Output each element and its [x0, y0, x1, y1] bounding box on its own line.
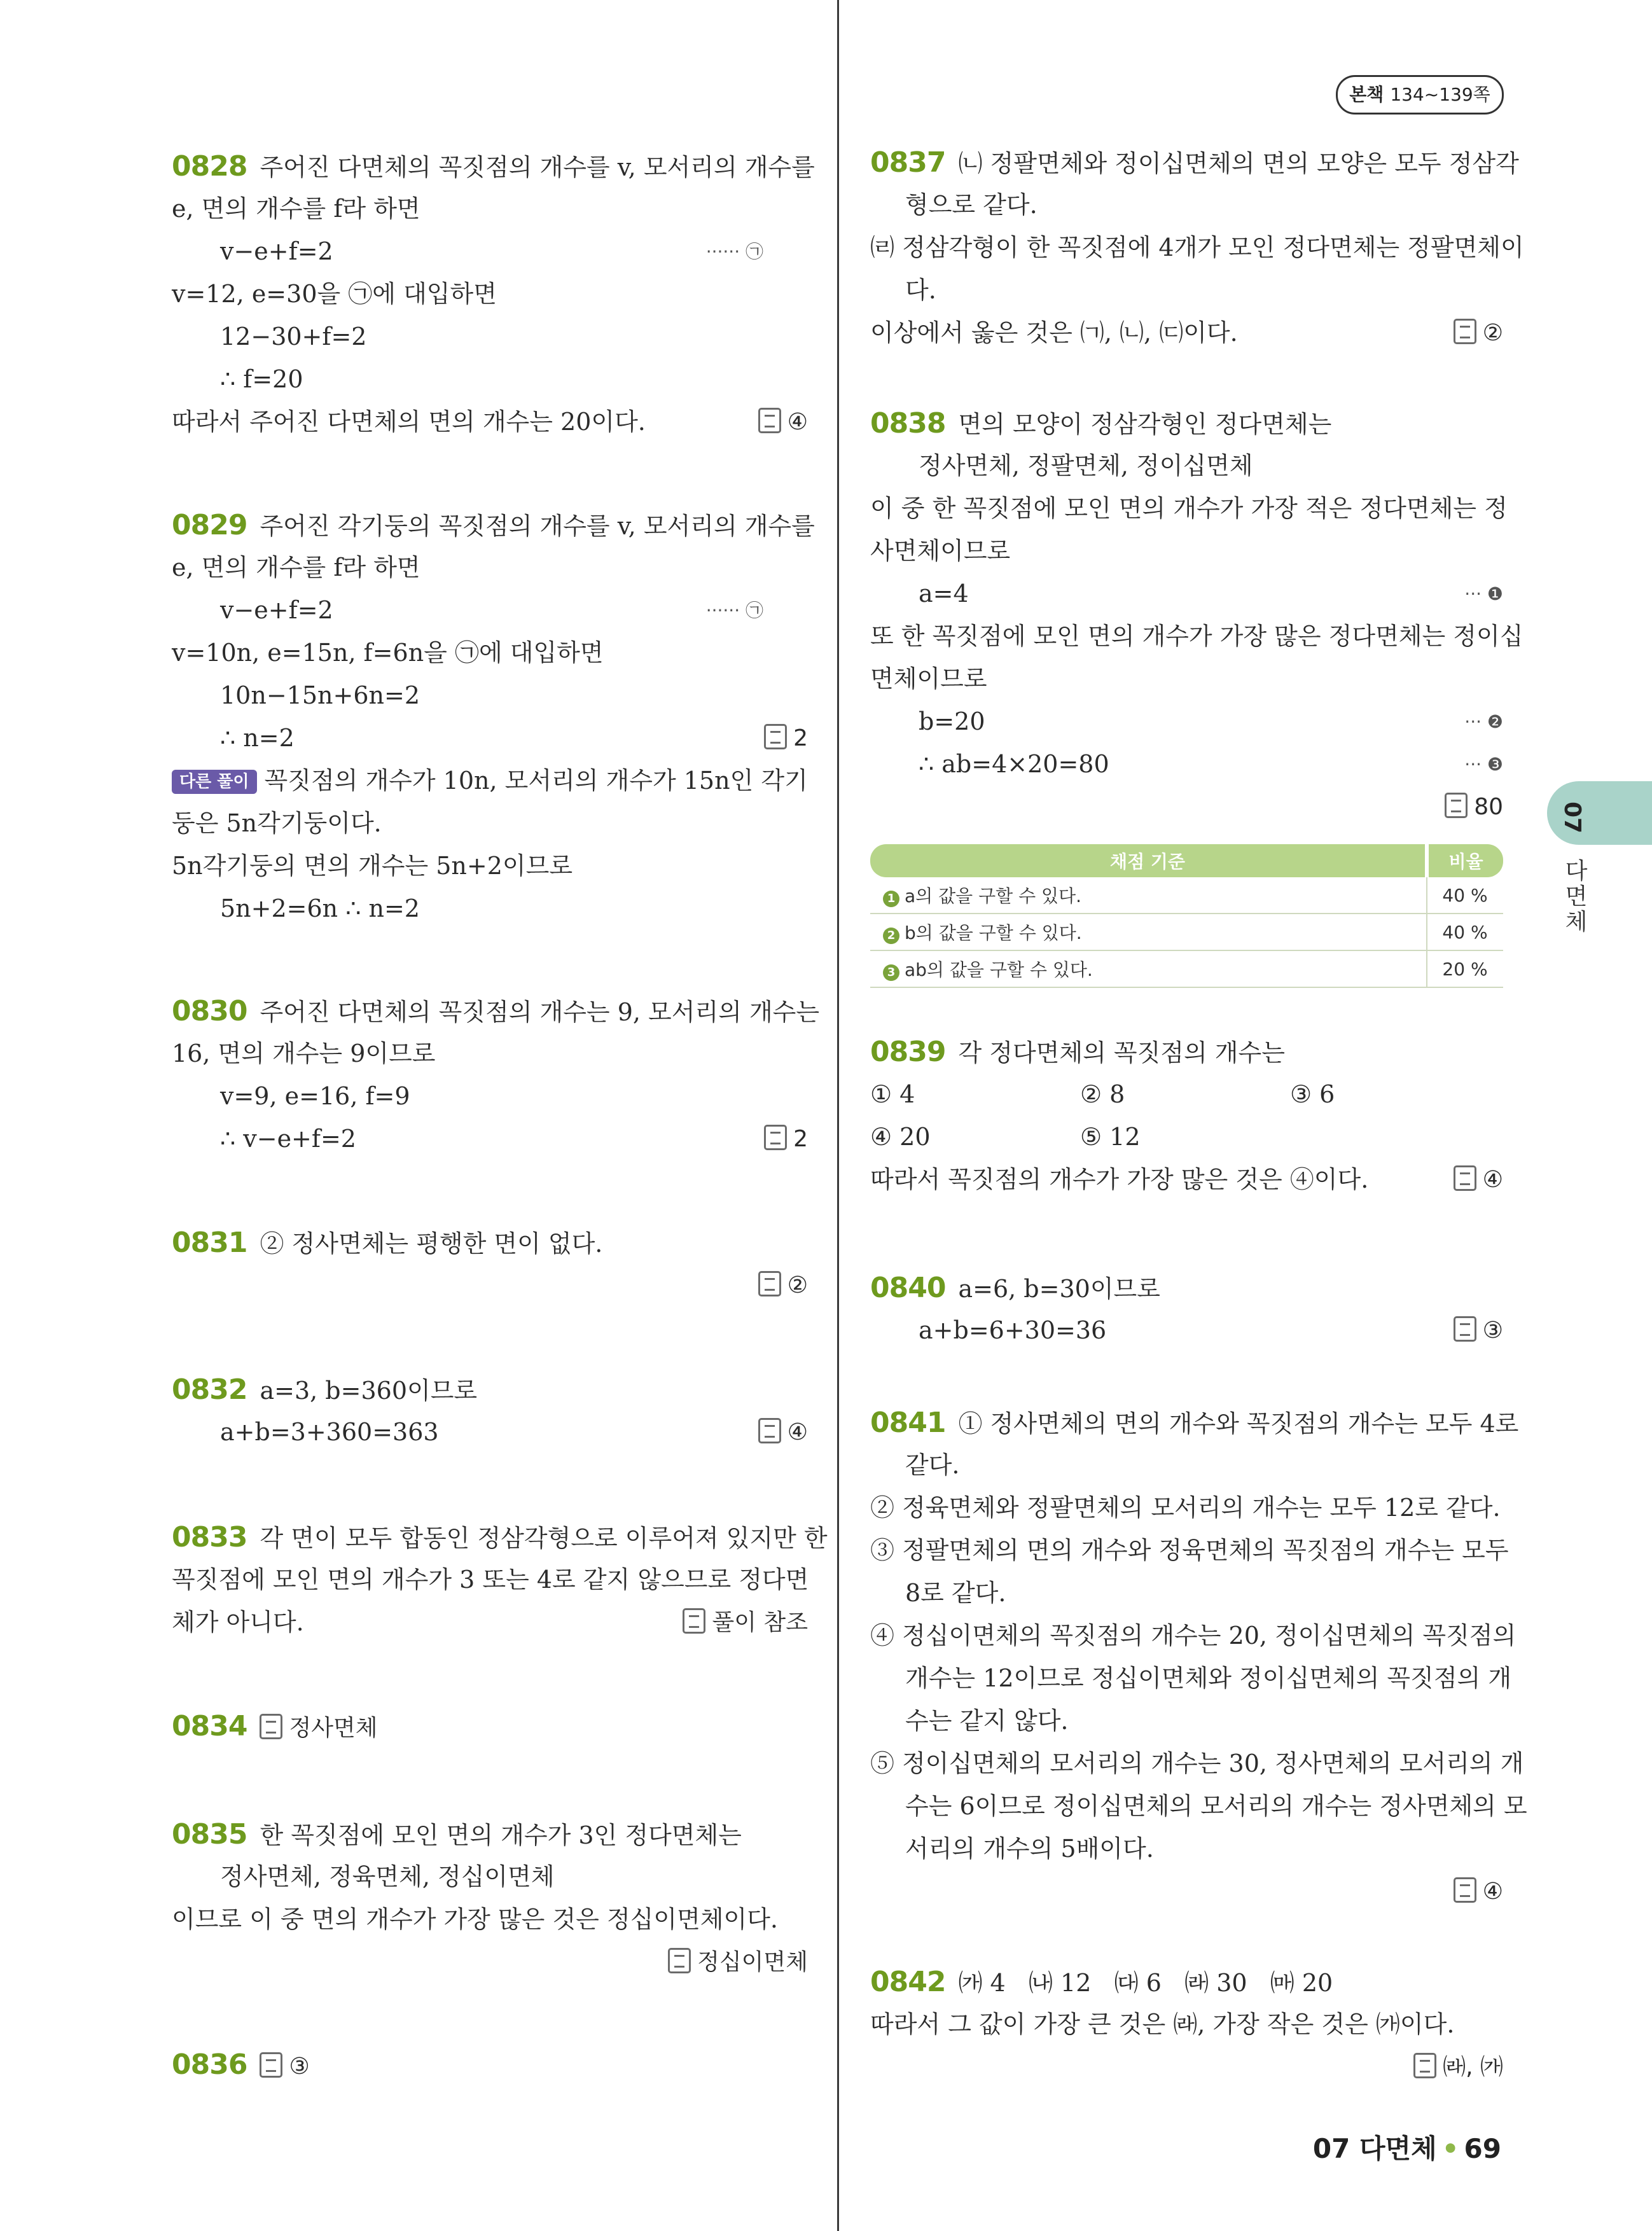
answer-icon: [1454, 319, 1476, 344]
solution-text: 5n각기둥의 면의 개수는 5n+2이므로: [172, 852, 573, 880]
answer: [1454, 1870, 1503, 1913]
answer: [1454, 1158, 1503, 1201]
answer-value: ④: [1482, 1167, 1503, 1193]
solution-text: 각 정다면체의 꼭짓점의 개수는: [958, 1039, 1285, 1067]
answer: [1445, 786, 1503, 828]
problem-0841: [870, 1401, 1527, 1913]
solution-text: 꼭짓점의 개수가 10n, 모서리의 개수가 15n인 각기: [264, 767, 808, 795]
problem-number: 0837: [870, 146, 946, 179]
answer-icon: [764, 1125, 787, 1150]
solution-text: 따라서 그 값이 가장 큰 것은 ㈑, 가장 작은 것은 ㈎이다.: [870, 2010, 1455, 2038]
solution-text: 정사면체, 정팔면체, 정이십면체: [919, 452, 1253, 480]
step-marker-2: ··· ❷: [1464, 711, 1503, 732]
equation: ∴ f=20: [220, 365, 303, 393]
answer-icon: [1454, 1877, 1476, 1903]
ratio-cell: 40 %: [1427, 877, 1503, 914]
scoring-header-ratio: 비율: [1427, 844, 1503, 877]
equation: 10n−15n+6n=2: [220, 681, 420, 709]
solution-text: ② 정육면체와 정팔면체의 모서리의 개수는 모두 12로 같다.: [870, 1494, 1501, 1522]
table-row: [870, 877, 1503, 914]
answer-icon: [1413, 2053, 1436, 2078]
answer: [758, 1264, 808, 1307]
problem-0838: [870, 402, 1524, 828]
solution-text: 16, 면의 개수는 9이므로: [172, 1039, 436, 1067]
problem-number: 0839: [870, 1036, 946, 1068]
equation: ∴ ab=4×20=80: [919, 750, 1109, 778]
solution-text: 주어진 다면체의 꼭짓점의 개수는 9, 모서리의 개수는: [260, 998, 820, 1026]
problem-0835: [172, 1813, 808, 1984]
answer-value: 2: [793, 725, 808, 751]
problem-0828: [172, 145, 815, 443]
answer-value: 정십이면체: [697, 1949, 808, 1975]
solution-text: 따라서 꼭짓점의 개수가 가장 많은 것은 ④이다.: [870, 1165, 1369, 1193]
solution-text: 주어진 다면체의 꼭짓점의 개수를 v, 모서리의 개수를: [260, 153, 815, 181]
solution-text: 8로 같다.: [905, 1579, 1006, 1607]
answer: [260, 1715, 377, 1741]
table-row: [870, 950, 1503, 987]
answer: [1413, 2046, 1503, 2089]
ratio-cell: 20 %: [1427, 950, 1503, 987]
solution-text: 각 면이 모두 합동인 정삼각형으로 이루어져 있지만 한: [260, 1524, 828, 1552]
problem-0833: [172, 1516, 828, 1644]
answer: [260, 2054, 309, 2080]
equation: b=20: [919, 707, 985, 735]
answer-value: 풀이 참조: [712, 1609, 808, 1636]
answer: [1454, 1309, 1503, 1352]
answer-icon: [260, 2052, 282, 2078]
solution-text: ③ 정팔면체의 면의 개수와 정육면체의 꼭짓점의 개수는 모두: [870, 1536, 1509, 1564]
solution-text: ② 정사면체는 평행한 면이 없다.: [260, 1230, 603, 1258]
problem-0831: [172, 1221, 808, 1307]
solution-text: 정사면체, 정육면체, 정십이면체: [220, 1863, 555, 1891]
answer-icon: [764, 724, 787, 749]
solution-text: 한 꼭짓점에 모인 면의 개수가 3인 정다면체는: [260, 1821, 742, 1849]
chapter-tab-number: 07: [1559, 802, 1585, 834]
solution-text: ① 정사면체의 면의 개수와 꼭짓점의 개수는 모두 4로: [958, 1410, 1519, 1438]
equation-marker: ······ ㉠: [705, 600, 763, 621]
equation: a+b=6+30=36: [919, 1316, 1107, 1344]
footer-separator: •: [1441, 2133, 1459, 2164]
answer-value: 정사면체: [289, 1715, 378, 1741]
equation: v=9, e=16, f=9: [220, 1082, 410, 1110]
solution-text: 이므로 이 중 면의 개수가 가장 많은 것은 정십이면체이다.: [172, 1905, 778, 1933]
step-number-badge: 1: [883, 891, 899, 907]
answer-icon: [1445, 793, 1468, 818]
option-2: ② 8: [1080, 1080, 1125, 1108]
equation: ∴ v−e+f=2: [220, 1125, 356, 1153]
answer-icon: [758, 1271, 781, 1296]
problem-0836: [172, 2043, 808, 2086]
solution-text: 둥은 5n각기둥이다.: [172, 809, 382, 837]
reference-label: 본책: [1349, 84, 1384, 105]
answer-icon: [1454, 1316, 1476, 1342]
problem-0842: [870, 1961, 1503, 2089]
answer-icon: [683, 1608, 705, 1634]
solution-text: 이 중 한 꼭짓점에 모인 면의 개수가 가장 적은 정다면체는 정: [870, 494, 1508, 522]
answer-value: ③: [289, 2054, 310, 2080]
problem-0840: [870, 1267, 1503, 1352]
page-footer: [1298, 2128, 1501, 2166]
chapter-tab-label: 다면체: [1565, 858, 1588, 935]
page-number: 69: [1464, 2133, 1501, 2164]
textbook-reference: [1336, 75, 1504, 115]
problem-number: 0832: [172, 1373, 247, 1406]
solution-text: 따라서 주어진 다면체의 면의 개수는 20이다.: [172, 408, 646, 436]
reference-pages: 134~139쪽: [1390, 84, 1490, 105]
solution-text: ㈁ 정팔면체와 정이십면체의 면의 모양은 모두 정삼각: [958, 149, 1519, 177]
footer-chapter: 07 다면체: [1312, 2133, 1437, 2164]
problem-number: 0838: [870, 407, 946, 440]
answer-value: 80: [1474, 794, 1503, 820]
answer-icon: [668, 1948, 691, 1973]
answer-value: ③: [1482, 1317, 1503, 1344]
criteria-text: ab의 값을 구할 수 있다.: [905, 959, 1093, 980]
solution-text: 주어진 각기둥의 꼭짓점의 개수를 v, 모서리의 개수를: [260, 512, 815, 540]
problem-number: 0828: [172, 150, 247, 183]
column-divider: [837, 0, 839, 2231]
solution-text: v=12, e=30을 ㉠에 대입하면: [172, 280, 497, 308]
alternative-solution-tag: 다른 풀이: [172, 770, 257, 794]
equation-marker: ······ ㉠: [705, 241, 763, 262]
solution-text: ④ 정십이면체의 꼭짓점의 개수는 20, 정이십면체의 꼭짓점의: [870, 1622, 1517, 1650]
solution-text: 수는 같지 않다.: [905, 1707, 1069, 1735]
option-5: ⑤ 12: [1080, 1123, 1141, 1151]
equation: 5n+2=6n ∴ n=2: [220, 894, 420, 922]
equation: a=4: [919, 580, 969, 608]
solution-text: 면의 모양이 정삼각형인 정다면체는: [958, 410, 1332, 438]
solution-text: e, 면의 개수를 f라 하면: [172, 195, 420, 223]
option-3: ③ 6: [1290, 1080, 1335, 1108]
solution-text: 수는 6이므로 정이십면체의 모서리의 개수는 정사면체의 모: [905, 1792, 1527, 1820]
answer: [764, 1118, 808, 1160]
problem-0829: [172, 504, 815, 930]
answer: [1454, 312, 1503, 354]
criteria-text: a의 값을 구할 수 있다.: [905, 886, 1082, 907]
problem-number: 0842: [870, 1966, 946, 1998]
equation: v−e+f=2: [220, 596, 333, 624]
answer-value: ④: [787, 1419, 808, 1445]
scoring-header-criteria: 채점 기준: [870, 844, 1427, 877]
problem-number: 0829: [172, 509, 247, 541]
solution-text: ㈃ 정삼각형이 한 꼭짓점에 4개가 모인 정다면체는 정팔면체이: [870, 233, 1524, 261]
answer-value: ④: [787, 409, 808, 435]
step-number-badge: 2: [883, 928, 899, 944]
answer-icon: [758, 408, 781, 433]
solution-text: 서리의 개수의 5배이다.: [905, 1835, 1154, 1863]
problem-number: 0835: [172, 1818, 247, 1851]
answer-value: ②: [787, 1272, 808, 1298]
solution-text: 면체이므로: [870, 665, 987, 693]
solution-text: 이상에서 옳은 것은 ㈀, ㈁, ㈂이다.: [870, 319, 1238, 347]
answer-value: ④: [1482, 1879, 1503, 1905]
answer-icon: [1454, 1165, 1476, 1191]
problem-number: 0834: [172, 1710, 247, 1742]
solution-text: 같다.: [905, 1451, 960, 1479]
answer: [668, 1941, 808, 1984]
answer: [758, 401, 808, 443]
problem-number: 0841: [870, 1407, 946, 1439]
option-4: ④ 20: [870, 1123, 931, 1151]
step-marker-3: ··· ❸: [1464, 754, 1503, 775]
answer: [764, 717, 808, 760]
problem-0837: [870, 141, 1524, 354]
solution-text: v=10n, e=15n, f=6n을 ㉠에 대입하면: [172, 639, 604, 667]
answer-value: ②: [1482, 320, 1503, 346]
answer: [683, 1601, 808, 1644]
ratio-cell: 40 %: [1427, 914, 1503, 950]
solution-text: ⑤ 정이십면체의 모서리의 개수는 30, 정사면체의 모서리의 개: [870, 1749, 1524, 1777]
equation: ∴ n=2: [220, 724, 295, 752]
solution-text: 사면체이므로: [870, 537, 1011, 565]
solution-text: 다.: [905, 276, 936, 304]
step-marker-1: ··· ❶: [1464, 583, 1503, 604]
answer: [758, 1411, 808, 1454]
answer-icon: [758, 1418, 781, 1443]
solution-text: a=3, b=360이므로: [260, 1377, 478, 1405]
problem-0832: [172, 1368, 808, 1454]
problem-0834: [172, 1705, 808, 1748]
option-1: ① 4: [870, 1080, 915, 1108]
scoring-criteria-table: [870, 844, 1503, 988]
answer-icon: [260, 1714, 282, 1739]
equation: v−e+f=2: [220, 237, 333, 265]
solution-text: 체가 아니다.: [172, 1608, 304, 1636]
solution-text: 형으로 같다.: [905, 191, 1038, 219]
equation: 12−30+f=2: [220, 323, 367, 351]
solution-text: 개수는 12이므로 정십이면체와 정이십면체의 꼭짓점의 개: [905, 1664, 1512, 1692]
problem-number: 0840: [870, 1272, 946, 1304]
problem-0839: [870, 1031, 1503, 1201]
problem-number: 0831: [172, 1227, 247, 1259]
problem-number: 0833: [172, 1521, 247, 1553]
solution-text: e, 면의 개수를 f라 하면: [172, 553, 420, 581]
answer-value: ㈑, ㈎: [1443, 2054, 1503, 2080]
problem-0830: [172, 990, 820, 1160]
table-row: [870, 914, 1503, 950]
problem-number: 0836: [172, 2048, 247, 2081]
solution-text: 또 한 꼭짓점에 모인 면의 개수가 가장 많은 정다면체는 정이십: [870, 622, 1524, 650]
solution-text: ㈎ 4 ㈏ 12 ㈐ 6 ㈑ 30 ㈒ 20: [958, 1969, 1333, 1997]
step-number-badge: 3: [883, 964, 899, 981]
solution-text: a=6, b=30이므로: [958, 1275, 1160, 1303]
solution-text: 꼭짓점에 모인 면의 개수가 3 또는 4로 같지 않으므로 정다면: [172, 1566, 809, 1594]
criteria-text: b의 값을 구할 수 있다.: [905, 922, 1082, 943]
problem-number: 0830: [172, 995, 247, 1027]
equation: a+b=3+360=363: [220, 1418, 439, 1446]
answer-value: 2: [793, 1126, 808, 1152]
